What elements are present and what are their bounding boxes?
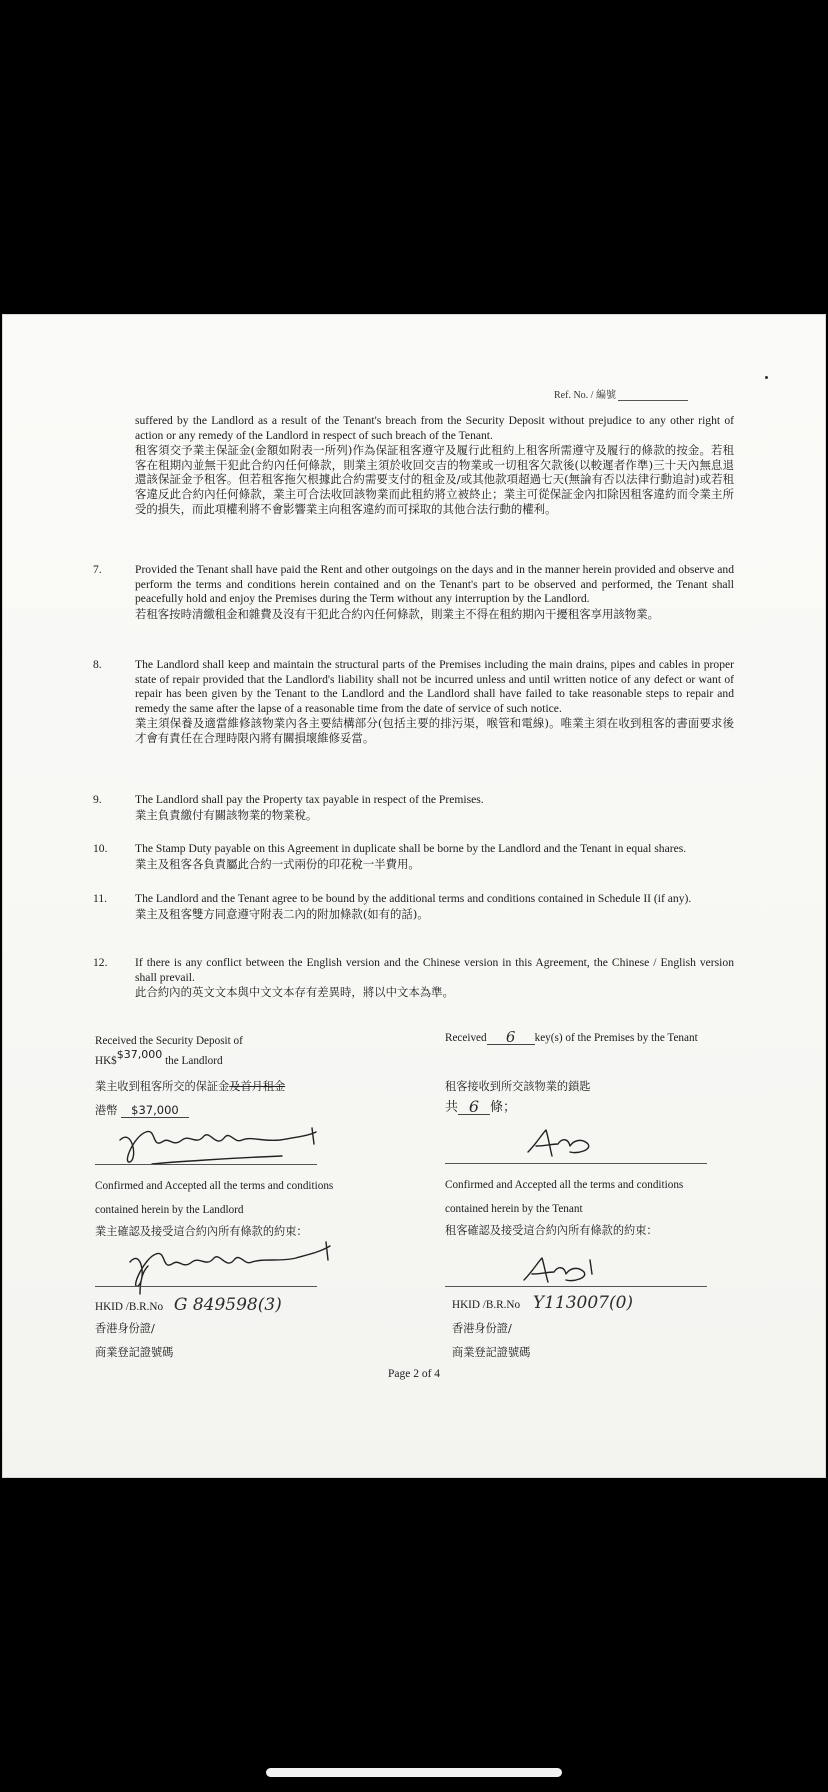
tenant-keys-text: key(s) of the Premises by the Tenant (534, 1032, 698, 1044)
tenant-signature-2 (518, 1256, 608, 1288)
clause-7 (135, 563, 734, 621)
clause-7-zh: 若租客按時清繳租金和雜費及沒有干犯此合約內任何條款，則業主不得在租約期內干擾租客享用該物業。 (135, 606, 659, 621)
clause-7-en: Provided the Tenant shall have paid the Rent and other outgoings on the days and in the manner herein provided and observe and perform the terms and conditions herein contained and on the Tenant's part to be observed and performed, the Tenant shall peacefully hold and enjoy the Premises during the Term without any interruption by the Landlord. (135, 563, 734, 606)
clause-10-number: 10. (93, 842, 108, 855)
ref-label: Ref. No. / 編號 (554, 390, 616, 401)
tenant-received-label: Received (445, 1032, 487, 1044)
clause-10 (135, 842, 734, 871)
clause-7-number: 7. (93, 563, 102, 576)
page-number: Page 2 of 4 (387, 1368, 441, 1380)
tenant-id-line (445, 1286, 707, 1287)
landlord-id-row (95, 1295, 282, 1315)
clause-8 (135, 658, 734, 746)
landlord-id-label: HKID /B.R.No (95, 1301, 164, 1313)
clause-8-en: The Landlord shall keep and maintain the structural parts of the Premises including the main drains, pipes and cables in proper state of repair provided that the Landlord's liability shall not be incurred unless and until written notice of any defect or want of repair has been given by the Tenant to the Landlord and the Landlord shall have failed to take reasonable steps to repair and remedy the same after the lapse of a reasonable time from the date of service of such notice. (135, 658, 734, 715)
tenant-id-label: HKID /B.R.No (452, 1299, 521, 1311)
speck (765, 376, 768, 379)
clause-11 (135, 892, 734, 921)
landlord-confirm-zh: 業主確認及接受這合約內所有條款的約束： (95, 1225, 308, 1238)
deposit-paragraph-zh: 租客須交予業主保証金(金額如附表一所列)作為保証租客遵守及履行此租約上租客所需遵守及履行的條款的按金。若租客在租期內並無干犯此合約內任何條款，則業主須於收回交吉的物業或一切租客欠款後(以較遲者作準)三十天內無息退還該保証金予租客。但若租客拖欠根據此合約需要支付的租金及/或其他款項超過七天(無論有否以法律行動追討)或若租客違反此合約內任何條款，業主可合法收回該物業而此租約將立被終止；業主可從保証金內扣除因租客違約而令業主所受的損失，而此項權利將不會影響業主向租客違約而可採取的其他合法行動的權利。 (135, 443, 734, 516)
keys-count-zh-field: 6 (458, 1100, 490, 1115)
clause-10-zh: 業主及租客各負責屬此合約一式兩份的印花稅一半費用。 (135, 856, 420, 871)
ref-number (554, 386, 688, 401)
landlord-by: the Landlord (165, 1055, 223, 1067)
ref-line (618, 400, 688, 401)
deposit-paragraph (135, 414, 734, 516)
landlord-id-zh-1: 香港身份證/ (95, 1322, 155, 1335)
landlord-id-handwritten: G 849598(3) (173, 1295, 282, 1315)
clause-12-en: If there is any conflict between the English version and the Chinese version in this Agreement, the Chinese / English version shall prevail. (135, 956, 734, 984)
tenant-received-line (445, 1030, 698, 1045)
landlord-signature-2 (120, 1236, 340, 1296)
landlord-currency-line (95, 1103, 189, 1118)
deposit-amount-handwritten: $37,000 (116, 1048, 163, 1061)
landlord-confirm-line-2: contained herein by the Landlord (95, 1204, 244, 1216)
landlord-signature-line (95, 1164, 317, 1165)
tenant-signature (522, 1126, 612, 1162)
deposit-paragraph-en: suffered by the Landlord as a result of the Tenant's breach from the Security Deposit without prejudice to any other right of action or any remedy of the Landlord in respect of such breach of the Tenant. (135, 414, 734, 442)
clause-11-number: 11. (93, 892, 108, 905)
landlord-signature (112, 1118, 322, 1168)
hk-prefix: HK$ (95, 1055, 117, 1067)
clause-8-zh: 業主須保養及適當維修該物業內各主要結構部分(包括主要的排污渠，喉管和電線)。唯業主須在收到租客的書面要求後才會有責任在合理時限內將有關損壞維修妥當。 (135, 716, 734, 745)
keys-count-field: 6 (487, 1030, 535, 1045)
currency-label: 港幣 (95, 1104, 118, 1117)
tenant-confirm-zh: 租客確認及接受這合約內所有條款的約束： (445, 1224, 658, 1237)
tenant-confirm-line-1: Confirmed and Accepted all the terms and conditions (445, 1179, 684, 1191)
clause-12 (135, 956, 734, 1000)
landlord-received-zh-text: 業主收到租客所交的保証金 (95, 1080, 230, 1093)
deposit-amount-field: $37,000 (121, 1103, 189, 1118)
landlord-id-line (95, 1286, 317, 1287)
landlord-confirm-line-1: Confirmed and Accepted all the terms and conditions (95, 1180, 334, 1192)
tenant-id-zh-2: 商業登記證號碼 (452, 1346, 531, 1359)
landlord-received-label: Received the Security Deposit of (95, 1035, 243, 1047)
clause-9-number: 9. (93, 793, 102, 806)
clause-9-zh: 業主負責繳付有關該物業的物業稅。 (135, 807, 318, 822)
tenant-signature-line (445, 1163, 707, 1164)
clause-11-en: The Landlord and the Tenant agree to be bound by the additional terms and conditions contained in Schedule II (if any). (135, 892, 692, 905)
keys-total-zh: 共 (445, 1100, 459, 1115)
tenant-confirm-line-2: contained herein by the Tenant (445, 1203, 583, 1215)
tenant-id-row (452, 1293, 634, 1313)
struck-first-month-rent: 及首月租金 (229, 1080, 286, 1093)
tenant-id-zh-1: 香港身份證/ (452, 1322, 512, 1335)
landlord-amount-line (95, 1048, 223, 1068)
tenant-received-zh: 租客接收到所交該物業的鎖匙 (445, 1080, 591, 1093)
keys-unit-zh: 條； (490, 1100, 517, 1115)
landlord-received-zh (95, 1080, 285, 1094)
clause-12-zh: 此合約內的英文文本與中文文本存有差異時，將以中文本為準。 (135, 985, 454, 1000)
clause-12-number: 12. (93, 956, 108, 969)
clause-8-number: 8. (93, 658, 102, 671)
landlord-id-zh-2: 商業登記證號碼 (95, 1346, 174, 1359)
clause-9 (135, 793, 734, 822)
tenant-id-handwritten: Y113007(0) (532, 1293, 634, 1313)
document-page (2, 314, 826, 1478)
clause-9-en: The Landlord shall pay the Property tax payable in respect of the Premises. (135, 793, 484, 806)
home-indicator[interactable] (266, 1768, 562, 1777)
clause-11-zh: 業主及租客雙方同意遵守附表二內的附加條款(如有的話)。 (135, 906, 429, 921)
tenant-keys-zh-line (445, 1097, 517, 1116)
clause-10-en: The Stamp Duty payable on this Agreement in duplicate shall be borne by the Landlord and the Tenant in equal shares. (135, 842, 687, 855)
